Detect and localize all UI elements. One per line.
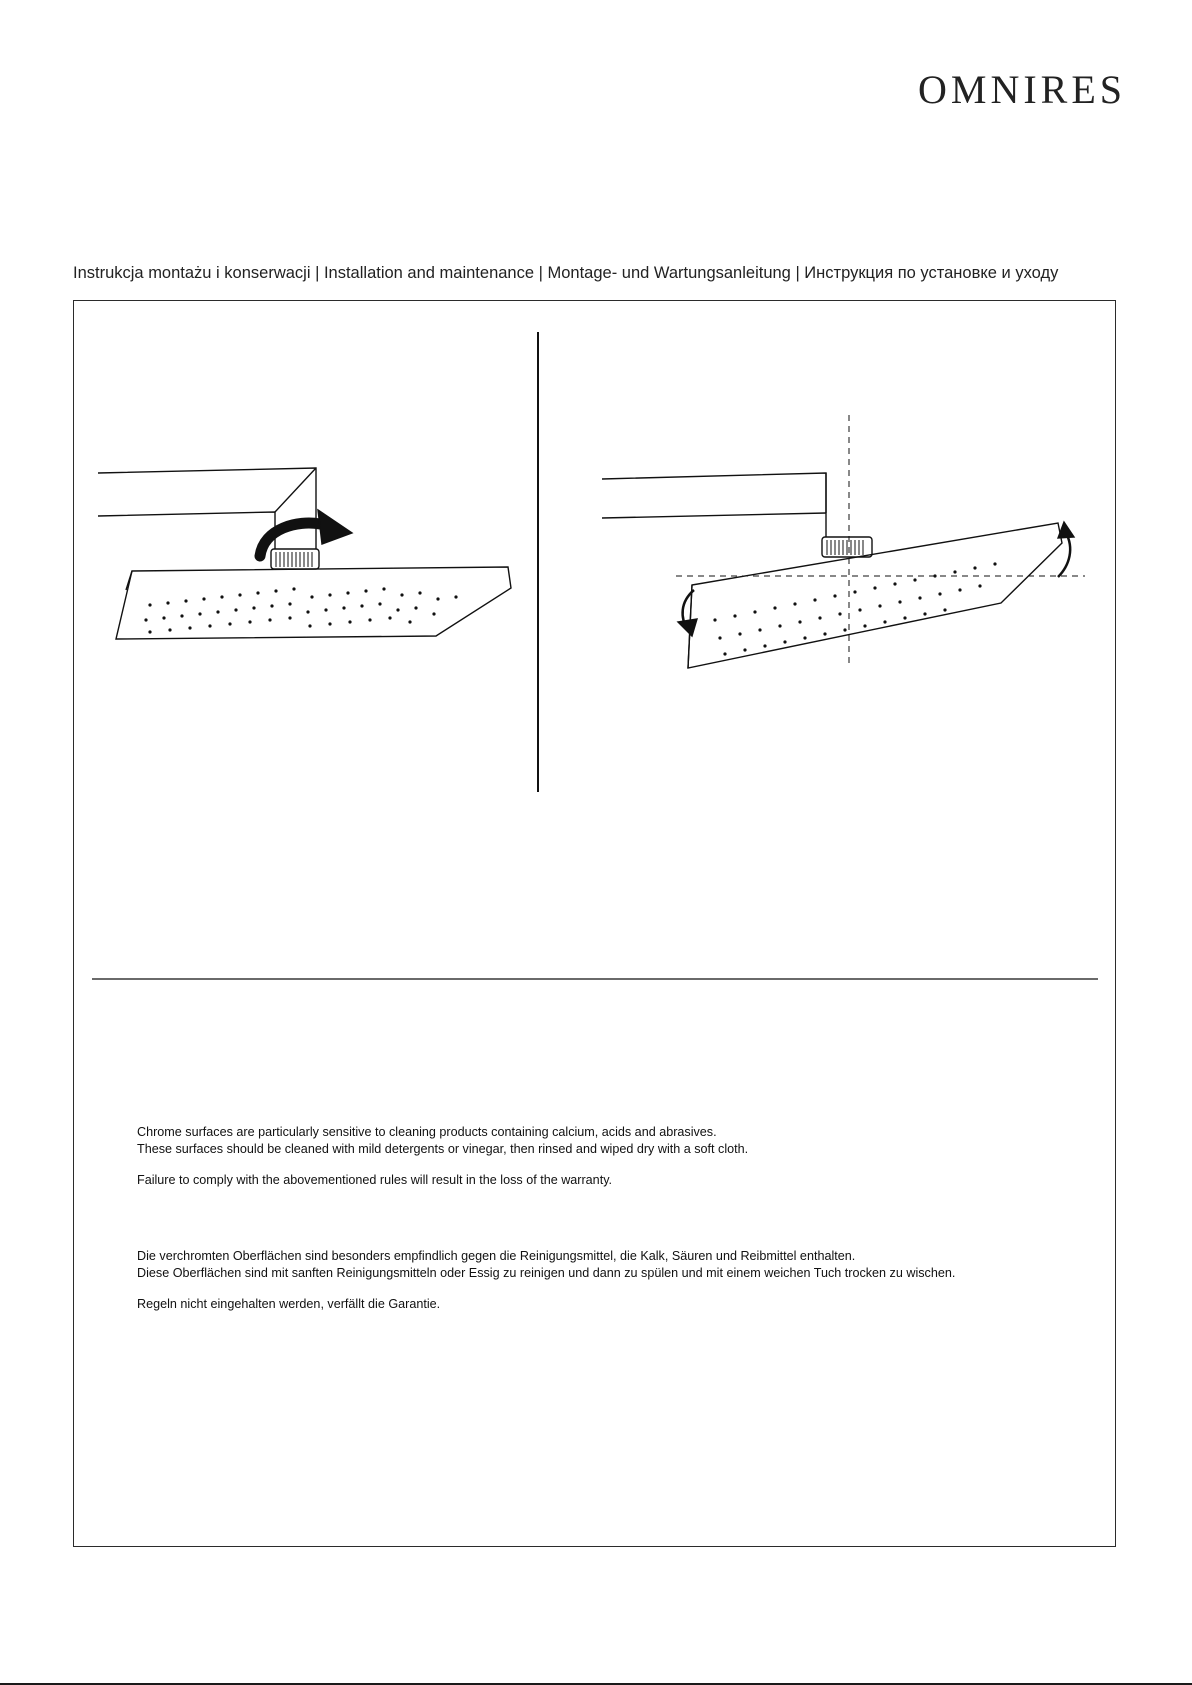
maintenance-en-warranty: Failure to comply with the abovementioned rules will result in the loss of the warranty. (137, 1173, 613, 1187)
page-title: Instrukcja montażu i konserwacji | Installation and maintenance | Montage- und Wartungsanleitung | Инструкция по установке и уходу (73, 264, 1059, 282)
shower-head-tilt-icon (602, 415, 1085, 668)
maintenance-de-line-1: Die verchromten Oberflächen sind besonders empfindlich gegen die Reinigungsmittel, die Kalk, Säuren und Reibmittel enthalten. (137, 1249, 856, 1263)
brand-logo: OMNIRES (918, 67, 1127, 112)
maintenance-de-warranty: Regeln nicht eingehalten werden, verfällt die Garantie. (137, 1297, 441, 1311)
maintenance-text-en (137, 1124, 748, 1189)
maintenance-en-line-1: Chrome surfaces are particularly sensitive to cleaning products containing calcium, acids and abrasives. (137, 1125, 717, 1139)
maintenance-text-de (137, 1248, 955, 1313)
shower-head-tighten-icon (98, 468, 511, 639)
maintenance-de-line-2: Diese Oberflächen sind mit sanften Reinigungsmitteln oder Essig zu reinigen und dann zu spülen und mit einem weichen Tuch trocken zu wischen. (137, 1266, 956, 1280)
maintenance-en-line-2: These surfaces should be cleaned with mild detergents or vinegar, then rinsed and wiped dry with a soft cloth. (137, 1142, 749, 1156)
